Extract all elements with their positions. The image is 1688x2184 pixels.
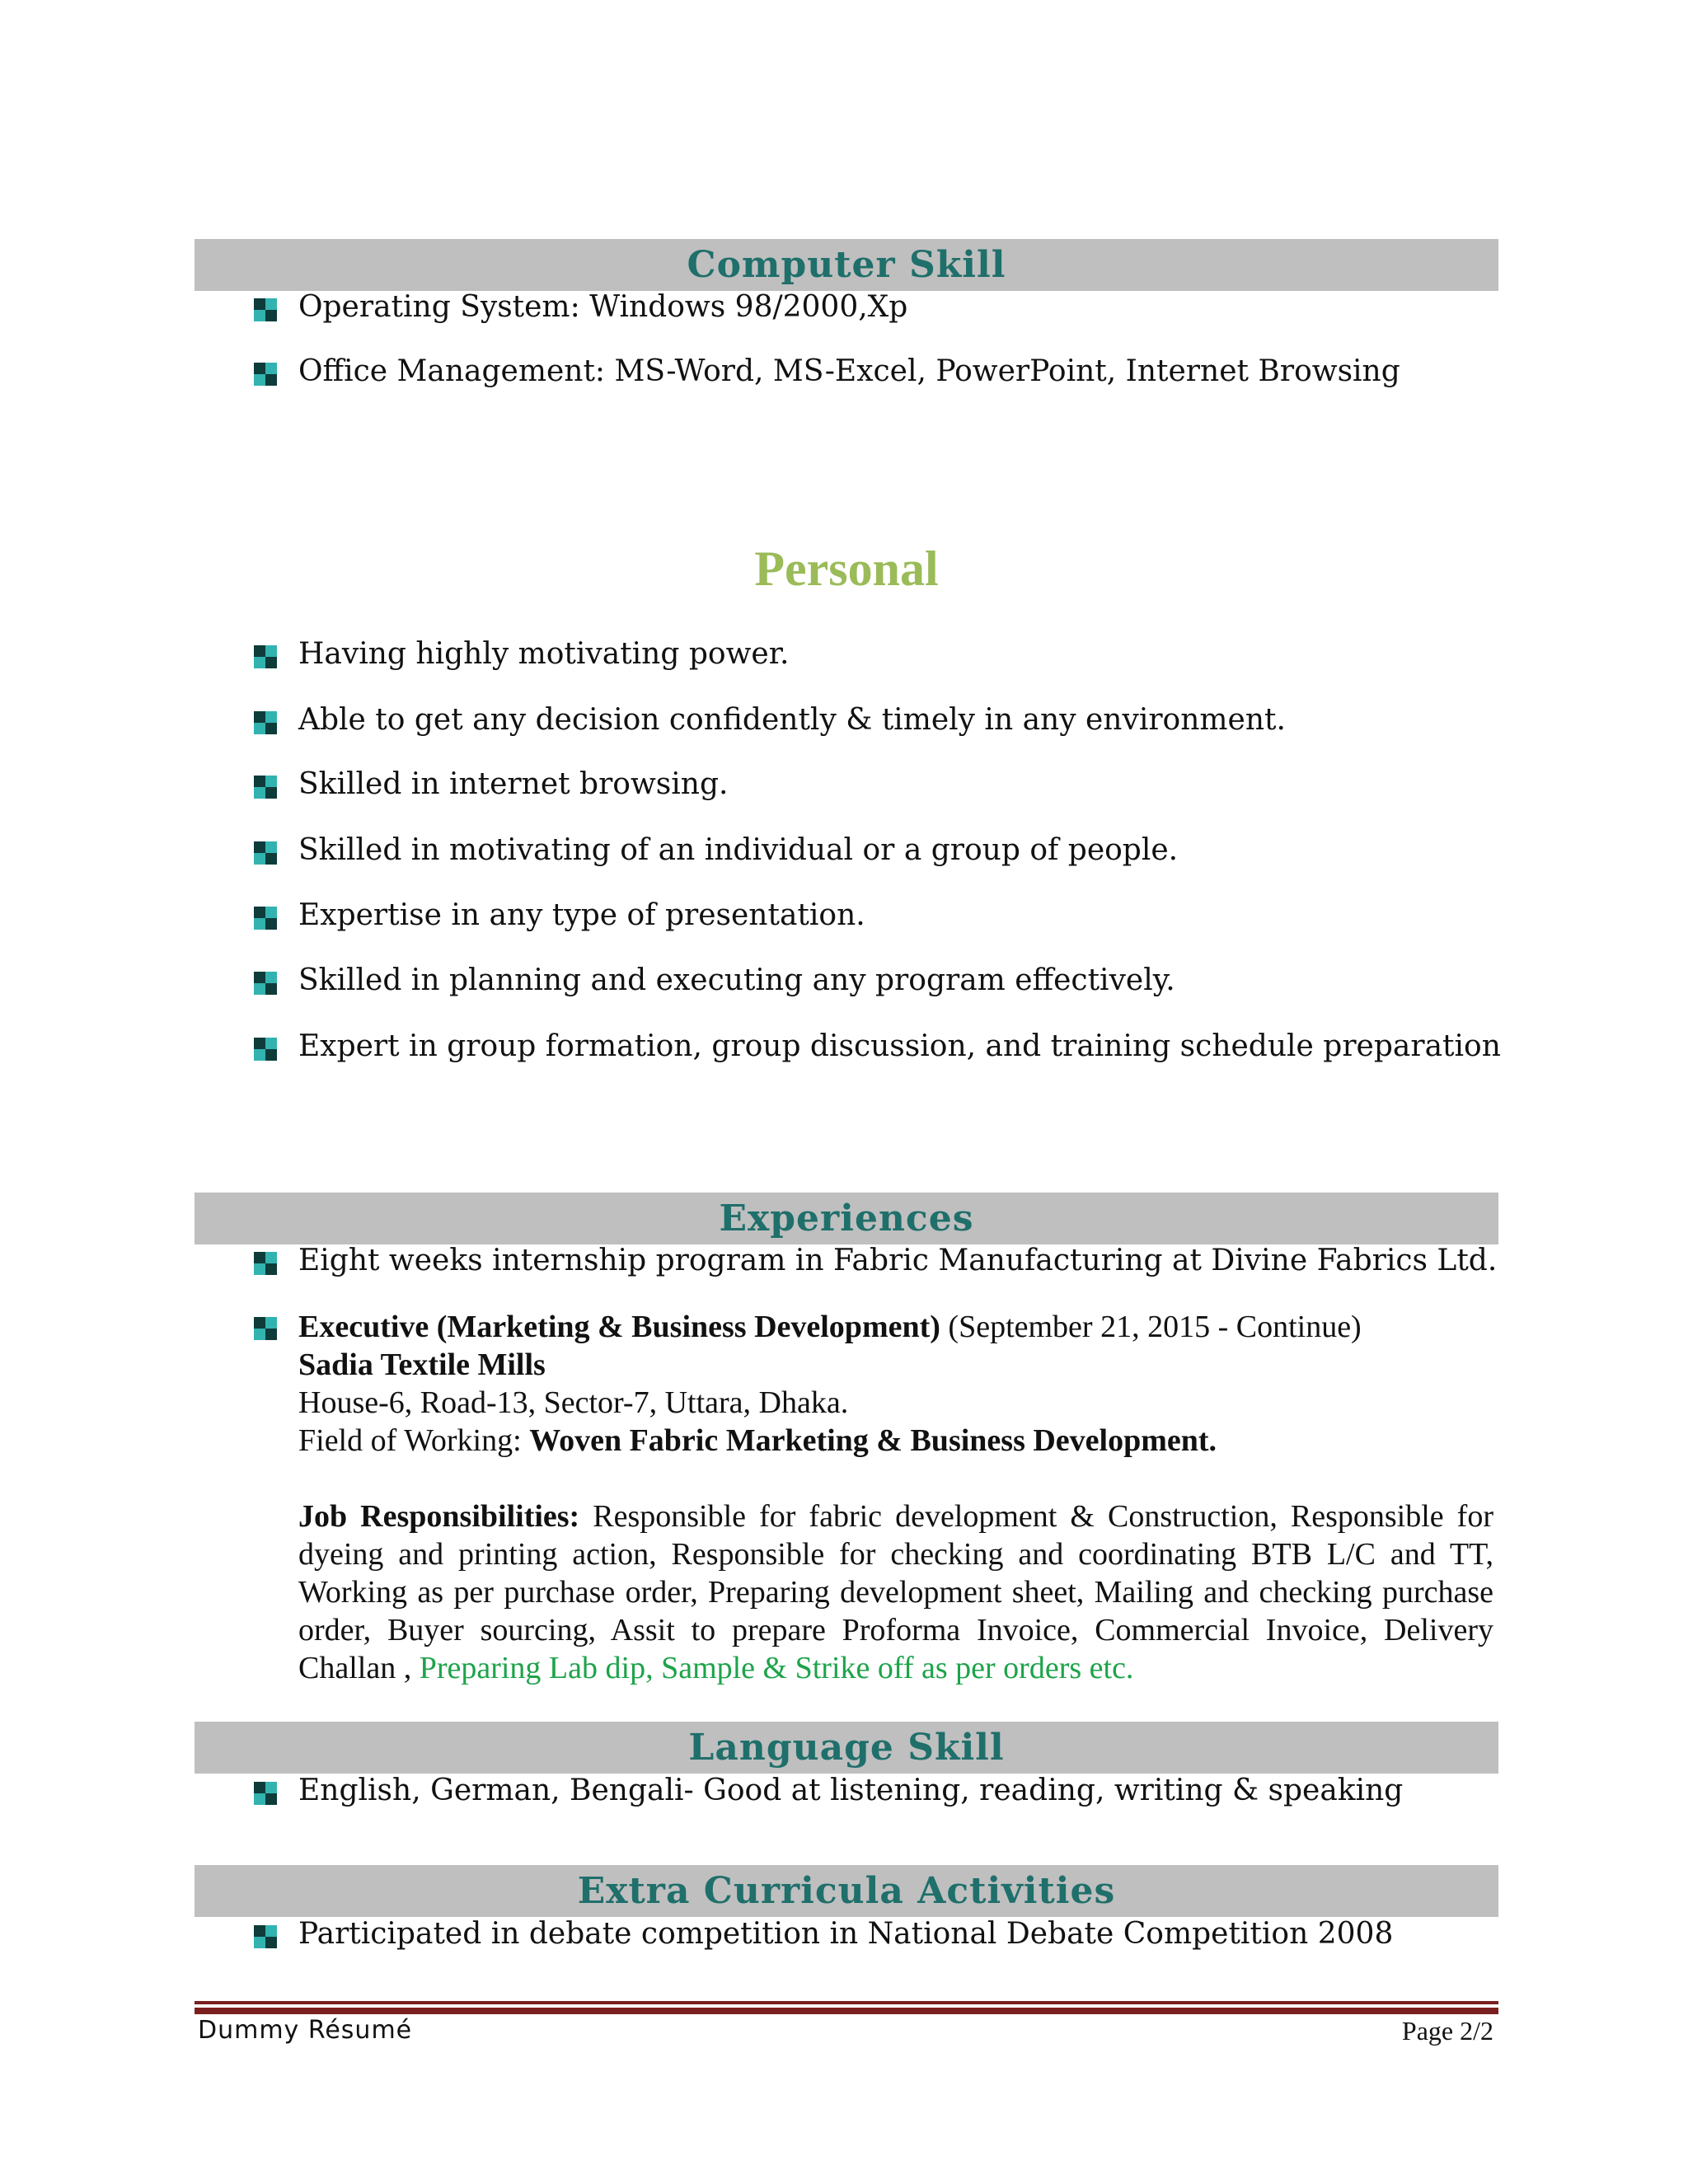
job-title-line [298, 1308, 1493, 1346]
job-period: (September 21, 2015 - Continue) [940, 1310, 1362, 1344]
resume-page: Computer Skill Operating System: Windows 98/2000,Xp Office Management: MS-Word, MS-Excel, PowerPoint, Internet Browsing Personal Having highly motivating power. Able to get any decision confidently & timely in any environment. Skilled in internet browsing. Skilled in motivating of an individual or a group of people. Expertise in any type of presentation. Skilled in planning and executing any program effectively. Expert in group formation, group discussion, and training schedule preparation Experiences Eight weeks internship program in Fabric Manufacturing at Divine Fabrics Ltd. Executive (Marketing & Business Development) (September 21, 2015 - Continue) Sadia Textile Mills House-6, Road-13, Sector-7, Uttara, Dhaka. Field of Working: Woven Fabric Marketing & Business Development. Job Responsibilities: Responsible for fabric development & Construction, Responsible for dyeing and printing action, Responsible for checking and coordinating BTB L/C and TT, Working as per purchase order, Preparing development sheet, Mailing and checking purchase order, Buyer sourcing, Assit to prepare Proforma Invoice, Commercial Invoice, Delivery Challan , Preparing Lab dip, Sample & Strike off as per orders etc. Language Skill English, German, Bengali- Good at listening, reading, writing & speaking Extra Curricula Activities Participated in debate competition in National Debate Competition 2008 Dummy Résumé Page 2/2 [0, 0, 1688, 2184]
footer-rule [195, 2001, 1498, 2004]
bullet-icon [254, 776, 277, 799]
job-position: Executive (Marketing & Business Development) [298, 1310, 940, 1344]
footer-rule [195, 2008, 1498, 2014]
bullet-icon [254, 1038, 277, 1061]
bullet-icon [254, 1252, 277, 1275]
company-name: Sadia Textile Mills [298, 1347, 546, 1382]
section-title-computer-skill: Computer Skill [195, 239, 1498, 291]
bullet-icon [254, 907, 277, 930]
bullet-icon [254, 1782, 277, 1805]
footer-page-number: Page 2/2 [1401, 2016, 1493, 2046]
bullet-icon [254, 711, 277, 734]
job-entry [298, 1308, 1493, 1687]
section-title-extra-curricular: Extra Curricula Activities [195, 1865, 1498, 1917]
section-title-language-skill: Language Skill [195, 1722, 1498, 1774]
bullet-icon [254, 645, 277, 668]
bullet-icon [254, 363, 277, 386]
bullet-icon [254, 1317, 277, 1340]
company-address: House-6, Road-13, Sector-7, Uttara, Dhaka. [298, 1385, 849, 1420]
bullet-icon [254, 841, 277, 865]
bullet-icon [254, 1925, 277, 1948]
field-of-working: Field of Working: Woven Fabric Marketing & Business Development. [298, 1423, 1217, 1458]
footer-document-title: Dummy Résumé [198, 2016, 413, 2045]
bullet-icon [254, 298, 277, 321]
bullet-icon [254, 972, 277, 995]
section-title-experiences: Experiences [195, 1193, 1498, 1244]
section-title-personal: Personal [754, 541, 939, 596]
job-responsibilities: Job Responsibilities: Responsible for fabric development & Construction, Responsible for dyeing and printing action, Responsible for checking and coordinating BTB L/C and TT, Working as per purchase order, Preparing development sheet, Mailing and checking purchase order, Buyer sourcing, Assit to prepare Proforma Invoice, Commercial Invoice, Delivery Challan , Preparing Lab dip, Sample & Strike off as per orders etc. [298, 1499, 1493, 1685]
